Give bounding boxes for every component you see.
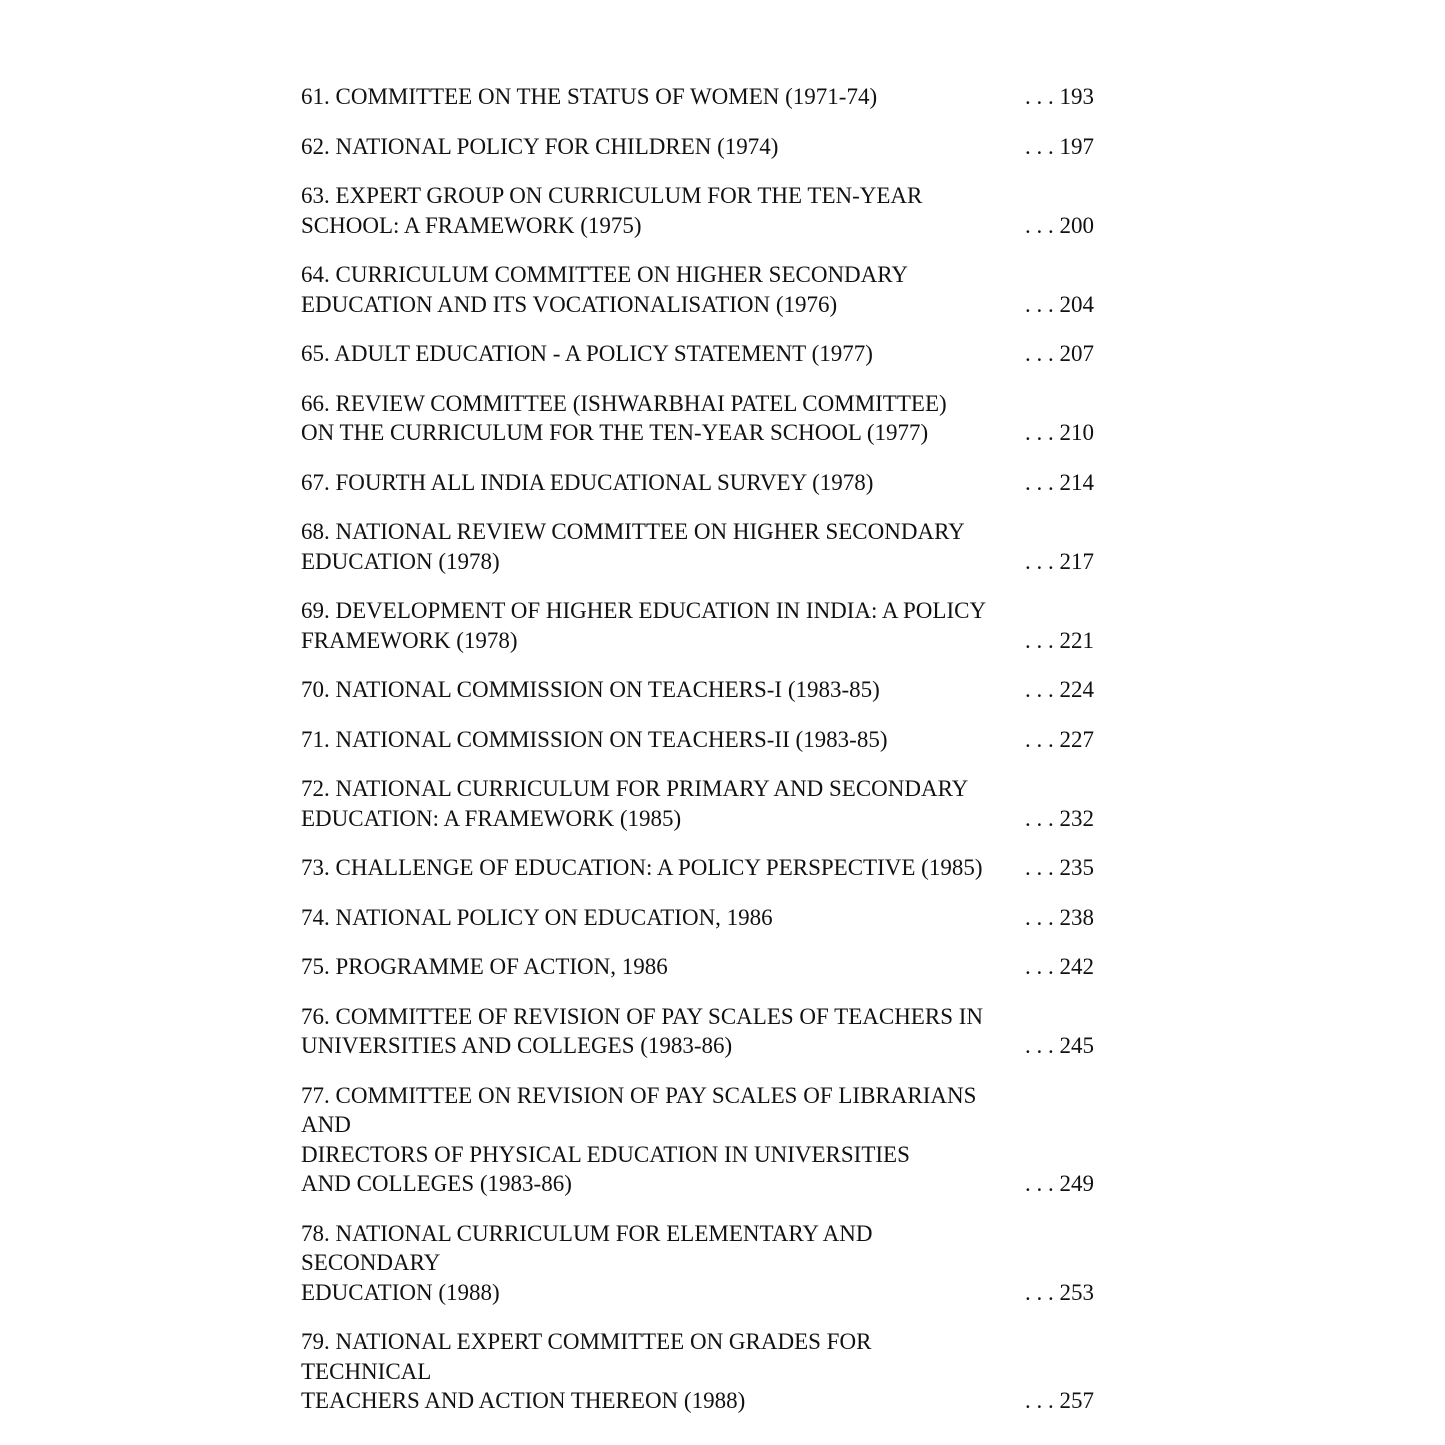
toc-entry-title: 72. NATIONAL CURRICULUM FOR PRIMARY AND SECONDARY EDUCATION: A FRAMEWORK (1985) bbox=[301, 776, 969, 831]
toc-entry-67 bbox=[301, 468, 1101, 498]
toc-entry-title: 75. PROGRAMME OF ACTION, 1986 bbox=[301, 954, 668, 979]
toc-entry-65 bbox=[301, 339, 1101, 369]
toc-entry-page: . . . 221 bbox=[1025, 627, 1094, 653]
toc-entry-page: . . . 227 bbox=[1025, 726, 1094, 752]
toc-entry-title: 69. DEVELOPMENT OF HIGHER EDUCATION IN INDIA: A POLICY FRAMEWORK (1978) bbox=[301, 598, 987, 653]
toc-entry-title: 76. COMMITTEE OF REVISION OF PAY SCALES OF TEACHERS IN UNIVERSITIES AND COLLEGES (1983-86) bbox=[301, 1003, 984, 1058]
toc-entry-page: . . . 235 bbox=[1025, 855, 1094, 880]
toc-entry-page: . . . 242 bbox=[1025, 954, 1094, 979]
toc-entry-73 bbox=[301, 853, 1101, 883]
toc-entry-title: 74. NATIONAL POLICY ON EDUCATION, 1986 bbox=[301, 904, 773, 930]
toc-entry-page: . . . 210 bbox=[1025, 420, 1094, 445]
toc-entry-62 bbox=[301, 132, 1101, 162]
toc-entry-68 bbox=[301, 517, 1101, 576]
toc-entry-66 bbox=[301, 389, 1101, 448]
toc-entry-75 bbox=[301, 952, 1101, 982]
toc-entry-page: . . . 238 bbox=[1025, 904, 1094, 930]
toc-entry-79 bbox=[301, 1327, 1101, 1416]
toc-entry-title: 68. NATIONAL REVIEW COMMITTEE ON HIGHER SECONDARY EDUCATION (1978) bbox=[301, 519, 965, 574]
toc-entry-title: 77. COMMITTEE ON REVISION OF PAY SCALES OF LIBRARIANS AND DIRECTORS OF PHYSICAL EDUCATION IN UNIVERSITIES AND COLLEGES (1983-86) bbox=[301, 1082, 977, 1196]
toc-entry-page: . . . 193 bbox=[1025, 84, 1094, 109]
toc-entry-70 bbox=[301, 675, 1101, 705]
toc-entry-61 bbox=[301, 82, 1101, 112]
toc-entry-71 bbox=[301, 725, 1101, 755]
toc-entry-title: 67. FOURTH ALL INDIA EDUCATIONAL SURVEY (1978) bbox=[301, 469, 874, 495]
toc-entry-page: . . . 253 bbox=[1025, 1279, 1094, 1305]
toc-entry-78 bbox=[301, 1219, 1101, 1308]
toc-entry-title: 64. CURRICULUM COMMITTEE ON HIGHER SECONDARY EDUCATION AND ITS VOCATIONALISATION (1976) bbox=[301, 262, 908, 317]
toc-entry-72 bbox=[301, 774, 1101, 833]
toc-entry-74 bbox=[301, 903, 1101, 933]
toc-entry-page: . . . 232 bbox=[1025, 805, 1094, 831]
toc-entry-title: 70. NATIONAL COMMISSION ON TEACHERS-I (1983-85) bbox=[301, 677, 880, 702]
toc-entry-title: 73. CHALLENGE OF EDUCATION: A POLICY PERSPECTIVE (1985) bbox=[301, 855, 983, 880]
toc-entry-76 bbox=[301, 1002, 1101, 1061]
toc-entry-page: . . . 207 bbox=[1025, 341, 1094, 366]
toc-entry-title: 78. NATIONAL CURRICULUM FOR ELEMENTARY AND SECONDARY EDUCATION (1988) bbox=[301, 1220, 873, 1305]
toc-entry-page: . . . 245 bbox=[1025, 1033, 1094, 1058]
toc-entry-title: 71. NATIONAL COMMISSION ON TEACHERS-II (1983-85) bbox=[301, 726, 888, 752]
toc-entry-title: 66. REVIEW COMMITTEE (ISHWARBHAI PATEL COMMITTEE) ON THE CURRICULUM FOR THE TEN-YEAR SCHOOL (1977) bbox=[301, 390, 947, 445]
toc-entry-title: 65. ADULT EDUCATION - A POLICY STATEMENT (1977) bbox=[301, 341, 873, 366]
toc-entry-title: 61. COMMITTEE ON THE STATUS OF WOMEN (1971-74) bbox=[301, 84, 878, 109]
toc-entry-64 bbox=[301, 260, 1101, 319]
toc-entry-title: 79. NATIONAL EXPERT COMMITTEE ON GRADES FOR TECHNICAL TEACHERS AND ACTION THEREON (1988) bbox=[301, 1329, 872, 1413]
toc-entry-title: 63. EXPERT GROUP ON CURRICULUM FOR THE TEN-YEAR SCHOOL: A FRAMEWORK (1975) bbox=[301, 183, 923, 238]
toc-entry-page: . . . 204 bbox=[1025, 291, 1094, 317]
toc-entry-page: . . . 217 bbox=[1025, 548, 1094, 574]
toc-entry-page: . . . 197 bbox=[1025, 133, 1094, 159]
toc-entry-title: 62. NATIONAL POLICY FOR CHILDREN (1974) bbox=[301, 133, 779, 159]
table-of-contents bbox=[301, 82, 1101, 1436]
toc-entry-page: . . . 257 bbox=[1025, 1388, 1094, 1413]
toc-entry-page: . . . 214 bbox=[1025, 469, 1094, 495]
toc-entry-page: . . . 249 bbox=[1025, 1171, 1094, 1196]
toc-entry-77 bbox=[301, 1081, 1101, 1199]
toc-entry-69 bbox=[301, 596, 1101, 655]
toc-entry-page: . . . 224 bbox=[1025, 677, 1094, 702]
toc-entry-page: . . . 200 bbox=[1025, 212, 1094, 238]
toc-entry-63 bbox=[301, 181, 1101, 240]
